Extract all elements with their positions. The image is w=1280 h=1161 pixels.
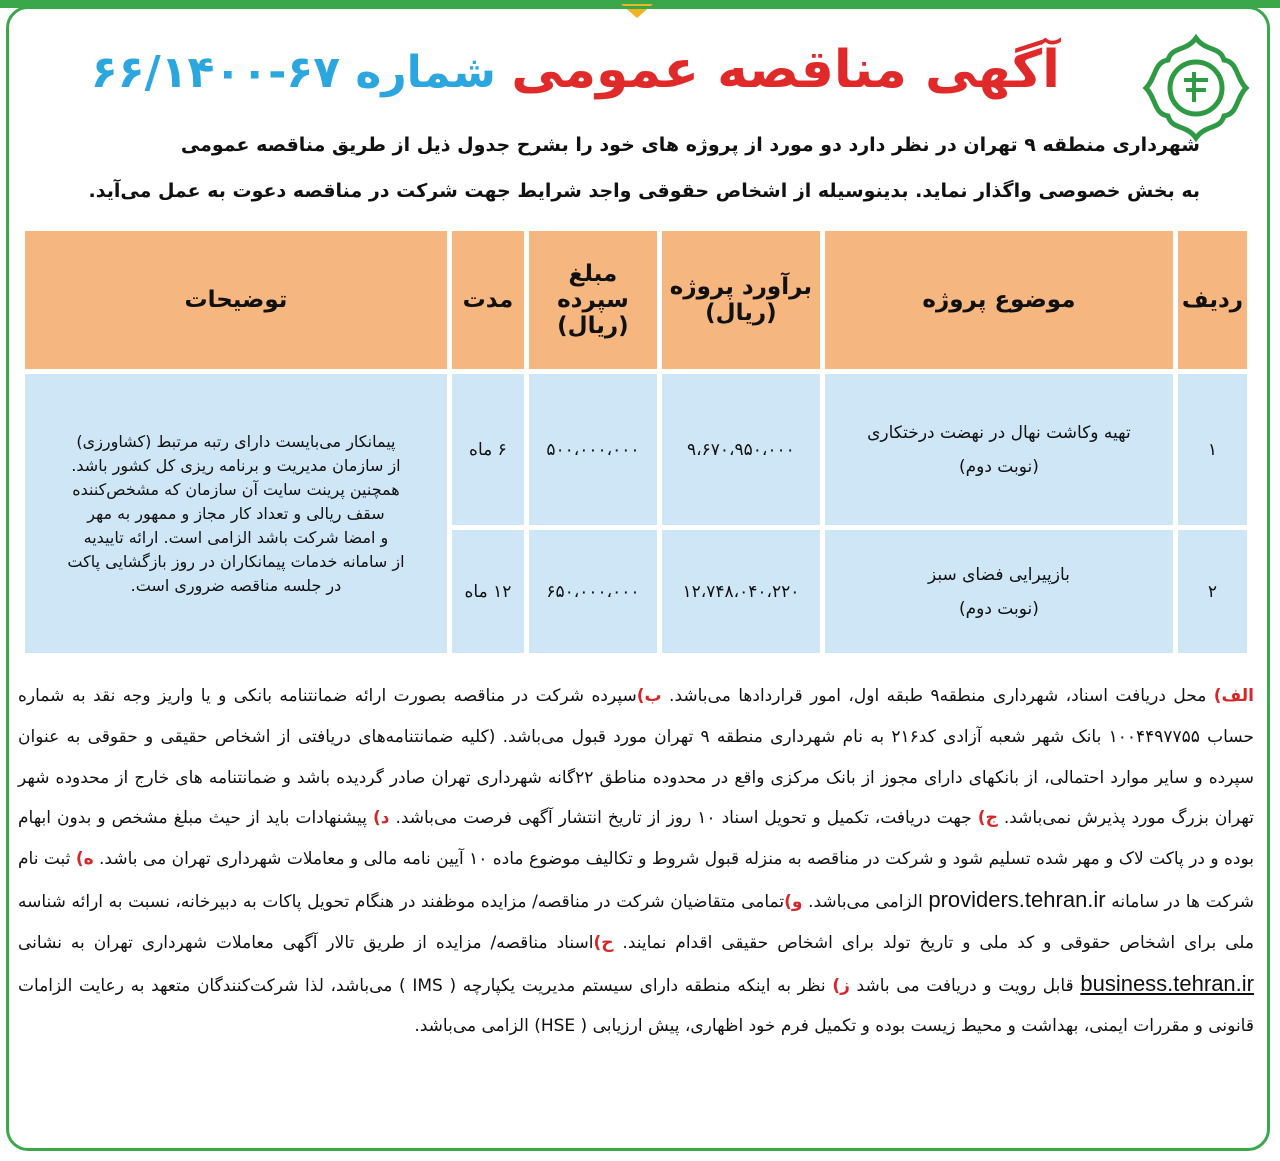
header-row-number: ردیف [1178,231,1247,369]
clause-label: ب) [636,686,662,706]
providers-url: providers.tehran.ir [928,886,1106,912]
header-deposit: مبلغ سپرده (ریال) [529,231,657,369]
clause-label: ز) [832,975,850,996]
notes-line: همچنین پرینت سایت آن سازمان که مشخص‌کننده [72,479,400,499]
row-subject [825,374,1173,525]
header-notes: توضیحات [25,231,447,369]
clause-text: الزامی می‌باشد. [802,891,929,912]
table-row [25,374,1247,525]
clause-label: ح) [593,932,614,953]
table-header-row [25,231,1247,369]
title-number: ۶۷-۶۶/۱۴۰۰ [90,47,341,98]
notes-line: و امضا شرکت باشد الزامی است. ارائه تاییدیه [83,527,389,547]
row-notes [25,374,447,653]
header-estimate: برآورد پروژه (ریال) [662,231,820,369]
row-subject-title: تهیه وکاشت نهال در نهضت درختکاری [867,422,1131,443]
header-duration: مدت [452,231,524,369]
clause-text: سپرده شرکت در مناقصه بصورت ارائه ضمانتنامه بانکی و یا واریز وجه نقد به شماره حساب ۱۰۰۴۴۹۷۷۵۵ بانک شهر شعبه آزادی کد۲۱۶ به نام شهرداری منطقه ۹ تهران مورد قبول می‌باشد. (کلیه ضمانتنامه‌های دریافتی از اشخاص حقیقی و حقوقی به عنوان سپرده و سایر موارد احتمالی، از بانکهای دارای مجوز از بانک مرکزی واقع در محدوده مناطق ۲۲گانه شهرداری تهران صادر گردیده باشد و ضمانتنامه های خارج از محدوده شهر تهران بزرگ مورد پذیرش نمی‌باشد. [18,686,1254,829]
clause-text: جهت دریافت، تکمیل و تحویل اسناد ۱۰ روز از تاریخ انتشار آگهی فرصت می‌باشد. [389,808,978,829]
row-estimate: ۱۲،۷۴۸،۰۴۰،۲۲۰ [662,530,820,653]
row-subject-sub: (نوبت دوم) [958,456,1039,477]
intro-line-2: به بخش خصوصی واگذار نماید. بدینوسیله از اشخاص حقوقی واجد شرایط جهت شرکت در مناقصه دعوت به عمل می‌آید. [88,180,1200,202]
row-subject [825,530,1173,653]
notes-line: در جلسه مناقصه ضروری است. [130,575,342,595]
clause-text: قابل رویت و دریافت می باشد [849,975,1081,996]
clause-label: الف) [1213,686,1255,706]
row-duration: ۶ ماه [452,374,524,525]
clause-text: ثبت نام شرکت ها در سامانه [18,849,1254,912]
clause-label: و) [784,891,803,912]
tender-table [20,226,1252,658]
title-main: آگهی مناقصه عمومی [511,40,1060,100]
intro-line-1: شهرداری منطقه ۹ تهران در نظر دارد دو مورد از پروژه های خود را بشرح جدول ذیل از طریق مناقصه عمومی [180,134,1200,156]
row-number: ۱ [1178,374,1247,525]
clause-text: پیشنهادات باید از حیث مبلغ مشخص و بدون ابهام بوده و در پاکت لاک و مهر شده تسلیم شود و شرکت در مناقصه به منزله قبول شروط و تکالیف موضوع ماده ۱۰ آیین نامه مالی و معاملات شهرداری تهران می باشد. [18,808,1254,870]
row-deposit: ۵۰۰،۰۰۰،۰۰۰ [529,374,657,525]
row-estimate: ۹،۶۷۰،۹۵۰،۰۰۰ [662,374,820,525]
clause-label: د) [372,808,390,829]
header-subject: موضوع پروژه [825,231,1173,369]
row-deposit: ۶۵۰،۰۰۰،۰۰۰ [529,530,657,653]
notes-line: از سازمان مدیریت و برنامه ریزی کل کشور باشد. [71,455,401,475]
notes-line: از سامانه خدمات پیمانکاران در روز بازگشایی پاکت [67,551,405,571]
clause-label: ج) [977,808,998,829]
title-number-label: شماره [355,47,496,98]
row-subject-title: بازپیرایی فضای سبز [927,564,1070,585]
clause-text: محل دریافت اسناد، شهرداری منطقه۹ طبقه اول، امور قراردادها می‌باشد. [661,686,1214,706]
conditions-text [18,676,1254,1047]
notes-line: سقف ریالی و تعداد کار مجاز و ممهور به مهر [87,503,385,523]
ad-title [90,40,1060,120]
notes-line: پیمانکار می‌بایست دارای رتبه مرتبط (کشاورزی) [76,431,396,451]
clause-text: تمامی متقاضیان شرکت در مناقصه/ مزایده موظفند در هنگام تحویل پاکات به دبیرخانه، نسبت به ارائه شناسه ملی برای اشخاص حقوقی و کد ملی و تاریخ تولد برای اشخاص حقیقی اقدام نمایند. [18,891,1255,953]
row-subject-sub: (نوبت دوم) [958,598,1039,619]
clause-text: نظر به اینکه منطقه دارای سیستم مدیریت یکپارچه ( IMS ) می‌باشد، لذا شرکت‌کنندگان متعهد به رعایت الزامات قانونی و مقررات ایمنی، بهداشت و محیط زیست بوده و تکمیل فرم خود اظهاری، پیش ارزیابی ( HSE) الزامی می‌باشد. [18,975,1254,1037]
row-duration: ۱۲ ماه [452,530,524,653]
clause-text: اسناد مناقصه/ مزایده از طریق تالار آگهی معاملات شهرداری تهران به نشانی [18,932,594,953]
clause-label: ه) [75,849,94,870]
tehran-municipality-logo-icon [1140,32,1252,144]
business-url: business.tehran.ir [1080,970,1254,996]
row-number: ۲ [1178,530,1247,653]
